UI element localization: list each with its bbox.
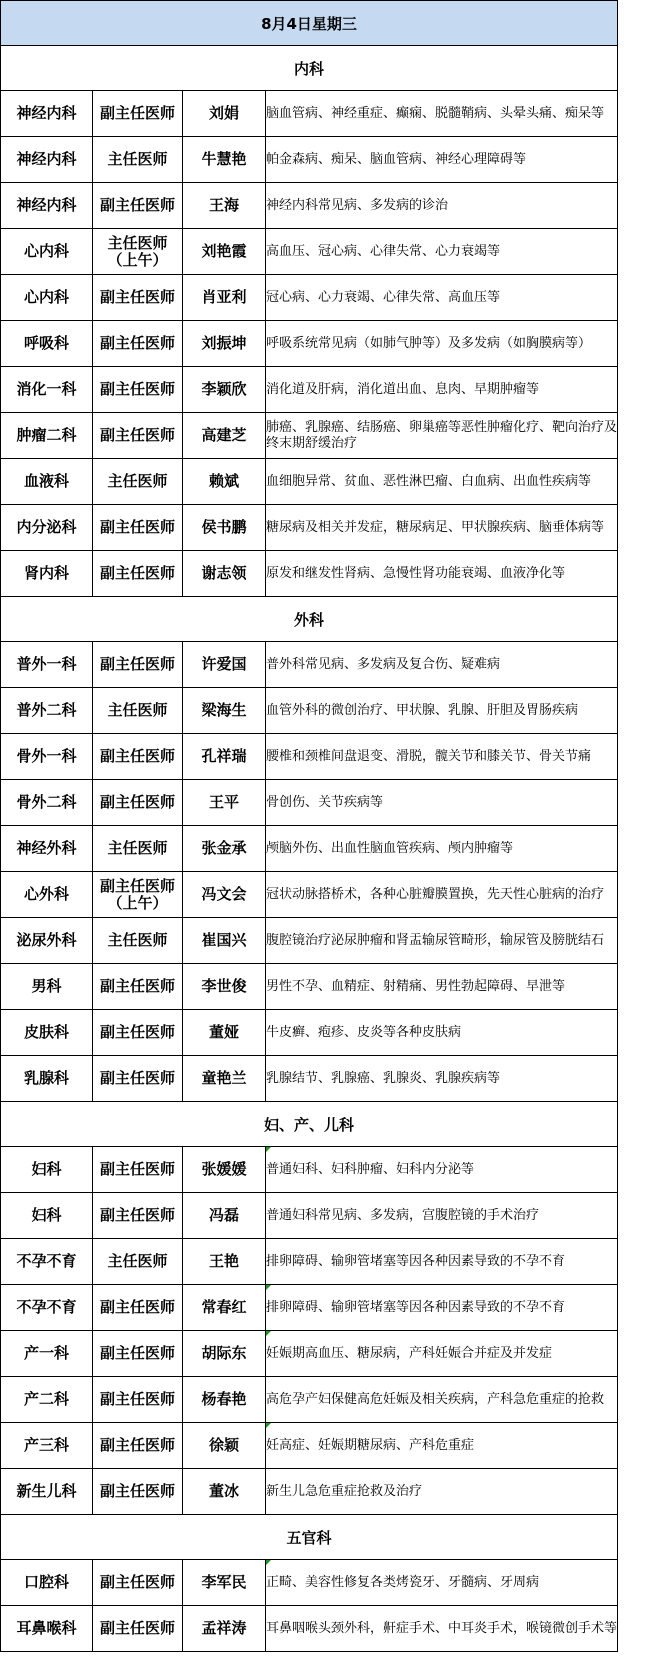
doctor-title-cell: 副主任医师	[93, 964, 183, 1010]
table-row	[1, 1423, 618, 1469]
doctor-name-cell: 董冰	[183, 1469, 266, 1515]
table-row	[1, 964, 618, 1010]
table-row	[1, 229, 618, 275]
section-title: 妇、产、儿科	[1, 1102, 618, 1147]
doctor-title-cell: 副主任医师	[93, 1056, 183, 1102]
date-header: 8月4日星期三	[1, 1, 618, 46]
specialty-cell: 消化道及肝病，消化道出血、息肉、早期肿瘤等	[266, 367, 618, 413]
table-row	[1, 1010, 618, 1056]
table-row	[1, 918, 618, 964]
table-row	[1, 872, 618, 918]
department-cell: 内分泌科	[1, 505, 93, 551]
date-header-row	[1, 1, 618, 46]
table-row	[1, 1239, 618, 1285]
doctor-name-cell: 刘振坤	[183, 321, 266, 367]
doctor-title-cell: 副主任医师	[93, 1423, 183, 1469]
specialty-cell: 腹腔镜治疗泌尿肿瘤和肾盂输尿管畸形，输尿管及膀胱结石	[266, 918, 618, 964]
specialty-cell: 糖尿病及相关并发症，糖尿病足、甲状腺疾病、脑垂体病等	[266, 505, 618, 551]
specialty-cell: 普通妇科、妇科肿瘤、妇科内分泌等	[266, 1147, 618, 1193]
department-cell: 妇科	[1, 1193, 93, 1239]
table-row	[1, 1285, 618, 1331]
department-cell: 产一科	[1, 1331, 93, 1377]
specialty-cell: 肺癌、乳腺癌、结肠癌、卵巢癌等恶性肿瘤化疗、靶向治疗及终末期舒缓治疗	[266, 413, 618, 459]
doctor-name-cell: 童艳兰	[183, 1056, 266, 1102]
doctor-name-cell: 徐颖	[183, 1423, 266, 1469]
specialty-cell: 血细胞异常、贫血、恶性淋巴瘤、白血病、出血性疾病等	[266, 459, 618, 505]
specialty-cell: 脑血管病、神经重症、癫痫、脱髓鞘病、头晕头痛、痴呆等	[266, 91, 618, 137]
specialty-cell: 正畸、美容性修复各类烤瓷牙、牙髓病、牙周病	[266, 1560, 618, 1606]
table-row	[1, 551, 618, 597]
department-cell: 皮肤科	[1, 1010, 93, 1056]
table-row	[1, 1377, 618, 1423]
doctor-name-cell: 梁海生	[183, 688, 266, 734]
doctor-name-cell: 王海	[183, 183, 266, 229]
table-row	[1, 459, 618, 505]
department-cell: 新生儿科	[1, 1469, 93, 1515]
department-cell: 普外二科	[1, 688, 93, 734]
doctor-title-cell: 主任医师	[93, 1239, 183, 1285]
doctor-title-cell: 副主任医师	[93, 413, 183, 459]
department-cell: 骨外二科	[1, 780, 93, 826]
department-cell: 消化一科	[1, 367, 93, 413]
doctor-name-cell: 许爱国	[183, 642, 266, 688]
doctor-name-cell: 孟祥涛	[183, 1606, 266, 1652]
doctor-title-cell: 副主任医师	[93, 780, 183, 826]
doctor-name-cell: 高建芝	[183, 413, 266, 459]
department-cell: 产三科	[1, 1423, 93, 1469]
specialty-cell: 神经内科常见病、多发病的诊治	[266, 183, 618, 229]
department-cell: 普外一科	[1, 642, 93, 688]
table-row	[1, 1147, 618, 1193]
doctor-title-cell: 副主任医师	[93, 367, 183, 413]
doctor-name-cell: 侯书鹏	[183, 505, 266, 551]
doctor-name-cell: 张媛媛	[183, 1147, 266, 1193]
doctor-name-cell: 孔祥瑞	[183, 734, 266, 780]
doctor-title-cell: 副主任医师	[93, 642, 183, 688]
specialty-cell: 高危孕产妇保健高危妊娠及相关疾病，产科急危重症的抢救	[266, 1377, 618, 1423]
table-row	[1, 780, 618, 826]
department-cell: 心内科	[1, 275, 93, 321]
table-row	[1, 413, 618, 459]
specialty-cell: 呼吸系统常见病（如肺气肿等）及多发病（如胸膜病等）	[266, 321, 618, 367]
department-cell: 肾内科	[1, 551, 93, 597]
doctor-name-cell: 董娅	[183, 1010, 266, 1056]
table-row	[1, 1193, 618, 1239]
doctor-title-cell: 副主任医师	[93, 1285, 183, 1331]
doctor-name-cell: 牛慧艳	[183, 137, 266, 183]
table-row	[1, 1469, 618, 1515]
specialty-cell: 骨创伤、关节疾病等	[266, 780, 618, 826]
table-row	[1, 1560, 618, 1606]
specialty-cell: 原发和继发性肾病、急慢性肾功能衰竭、血液净化等	[266, 551, 618, 597]
table-row	[1, 321, 618, 367]
department-cell: 乳腺科	[1, 1056, 93, 1102]
doctor-title-cell: 副主任医师	[93, 1331, 183, 1377]
specialty-cell: 颅脑外伤、出血性脑血管疾病、颅内肿瘤等	[266, 826, 618, 872]
doctor-title-cell: 副主任医师	[93, 1147, 183, 1193]
doctor-name-cell: 赖斌	[183, 459, 266, 505]
specialty-cell: 耳鼻咽喉头颈外科，鼾症手术、中耳炎手术，喉镜微创手术等	[266, 1606, 618, 1652]
table-row	[1, 183, 618, 229]
department-cell: 呼吸科	[1, 321, 93, 367]
section-header-row	[1, 46, 618, 91]
doctor-title-cell: 主任医师 （上午）	[93, 229, 183, 275]
department-cell: 骨外一科	[1, 734, 93, 780]
department-cell: 耳鼻喉科	[1, 1606, 93, 1652]
doctor-title-cell: 主任医师	[93, 137, 183, 183]
doctor-name-cell: 肖亚利	[183, 275, 266, 321]
schedule-body	[1, 1, 618, 1652]
table-row	[1, 734, 618, 780]
specialty-cell: 妊高症、妊娠期糖尿病、产科危重症	[266, 1423, 618, 1469]
doctor-name-cell: 王平	[183, 780, 266, 826]
specialty-cell: 男性不孕、血精症、射精痛、男性勃起障碍、早泄等	[266, 964, 618, 1010]
specialty-cell: 新生儿急危重症抢救及治疗	[266, 1469, 618, 1515]
table-row	[1, 1056, 618, 1102]
table-row	[1, 1331, 618, 1377]
doctor-title-cell: 副主任医师	[93, 91, 183, 137]
specialty-cell: 乳腺结节、乳腺癌、乳腺炎、乳腺疾病等	[266, 1056, 618, 1102]
department-cell: 妇科	[1, 1147, 93, 1193]
department-cell: 心内科	[1, 229, 93, 275]
specialty-cell: 腰椎和颈椎间盘退变、滑脱，髋关节和膝关节、骨关节痛	[266, 734, 618, 780]
specialty-cell: 妊娠期高血压、糖尿病，产科妊娠合并症及并发症	[266, 1331, 618, 1377]
specialty-cell: 冠状动脉搭桥术，各种心脏瓣膜置换，先天性心脏病的治疗	[266, 872, 618, 918]
table-row	[1, 642, 618, 688]
department-cell: 男科	[1, 964, 93, 1010]
specialty-cell: 冠心病、心力衰竭、心律失常、高血压等	[266, 275, 618, 321]
doctor-title-cell: 副主任医师	[93, 1560, 183, 1606]
doctor-title-cell: 主任医师	[93, 918, 183, 964]
department-cell: 产二科	[1, 1377, 93, 1423]
doctor-name-cell: 刘娟	[183, 91, 266, 137]
department-cell: 神经内科	[1, 91, 93, 137]
table-row	[1, 688, 618, 734]
department-cell: 泌尿外科	[1, 918, 93, 964]
specialty-cell: 血管外科的微创治疗、甲状腺、乳腺、肝胆及胃肠疾病	[266, 688, 618, 734]
department-cell: 神经外科	[1, 826, 93, 872]
section-title: 内科	[1, 46, 618, 91]
section-header-row	[1, 1102, 618, 1147]
doctor-name-cell: 李世俊	[183, 964, 266, 1010]
table-row	[1, 91, 618, 137]
doctor-title-cell: 副主任医师	[93, 1469, 183, 1515]
doctor-name-cell: 刘艳霞	[183, 229, 266, 275]
doctor-title-cell: 副主任医师	[93, 321, 183, 367]
specialty-cell: 普通妇科常见病、多发病，宫腹腔镜的手术治疗	[266, 1193, 618, 1239]
department-cell: 神经内科	[1, 183, 93, 229]
doctor-name-cell: 胡际东	[183, 1331, 266, 1377]
doctor-name-cell: 李军民	[183, 1560, 266, 1606]
specialty-cell: 牛皮癣、疱疹、皮炎等各种皮肤病	[266, 1010, 618, 1056]
specialty-cell: 帕金森病、痴呆、脑血管病、神经心理障碍等	[266, 137, 618, 183]
department-cell: 神经内科	[1, 137, 93, 183]
specialty-cell: 高血压、冠心病、心律失常、心力衰竭等	[266, 229, 618, 275]
table-row	[1, 275, 618, 321]
table-row	[1, 826, 618, 872]
table-row	[1, 137, 618, 183]
doctor-title-cell: 副主任医师	[93, 1606, 183, 1652]
doctor-title-cell: 主任医师	[93, 459, 183, 505]
doctor-name-cell: 常春红	[183, 1285, 266, 1331]
doctor-name-cell: 李颖欣	[183, 367, 266, 413]
doctor-title-cell: 副主任医师	[93, 734, 183, 780]
specialty-cell: 排卵障碍、输卵管堵塞等因各种因素导致的不孕不育	[266, 1239, 618, 1285]
table-row	[1, 367, 618, 413]
department-cell: 口腔科	[1, 1560, 93, 1606]
doctor-title-cell: 副主任医师	[93, 275, 183, 321]
section-header-row	[1, 1515, 618, 1560]
section-title: 五官科	[1, 1515, 618, 1560]
section-title: 外科	[1, 597, 618, 642]
specialty-cell: 排卵障碍、输卵管堵塞等因各种因素导致的不孕不育	[266, 1285, 618, 1331]
doctor-title-cell: 副主任医师	[93, 1377, 183, 1423]
doctor-title-cell: 副主任医师	[93, 183, 183, 229]
doctor-title-cell: 副主任医师	[93, 505, 183, 551]
doctor-title-cell: 副主任医师	[93, 1010, 183, 1056]
doctor-title-cell: 副主任医师	[93, 551, 183, 597]
section-header-row	[1, 597, 618, 642]
doctor-title-cell: 主任医师	[93, 688, 183, 734]
department-cell: 血液科	[1, 459, 93, 505]
doctor-name-cell: 冯磊	[183, 1193, 266, 1239]
doctor-name-cell: 杨春艳	[183, 1377, 266, 1423]
doctor-name-cell: 谢志领	[183, 551, 266, 597]
doctor-title-cell: 主任医师	[93, 826, 183, 872]
doctor-name-cell: 张金承	[183, 826, 266, 872]
doctor-name-cell: 崔国兴	[183, 918, 266, 964]
table-row	[1, 1606, 618, 1652]
doctor-title-cell: 副主任医师 （上午）	[93, 872, 183, 918]
doctor-name-cell: 冯文会	[183, 872, 266, 918]
department-cell: 心外科	[1, 872, 93, 918]
table-row	[1, 505, 618, 551]
doctor-title-cell: 副主任医师	[93, 1193, 183, 1239]
specialty-cell: 普外科常见病、多发病及复合伤、疑难病	[266, 642, 618, 688]
doctor-name-cell: 王艳	[183, 1239, 266, 1285]
department-cell: 不孕不育	[1, 1239, 93, 1285]
department-cell: 肿瘤二科	[1, 413, 93, 459]
department-cell: 不孕不育	[1, 1285, 93, 1331]
